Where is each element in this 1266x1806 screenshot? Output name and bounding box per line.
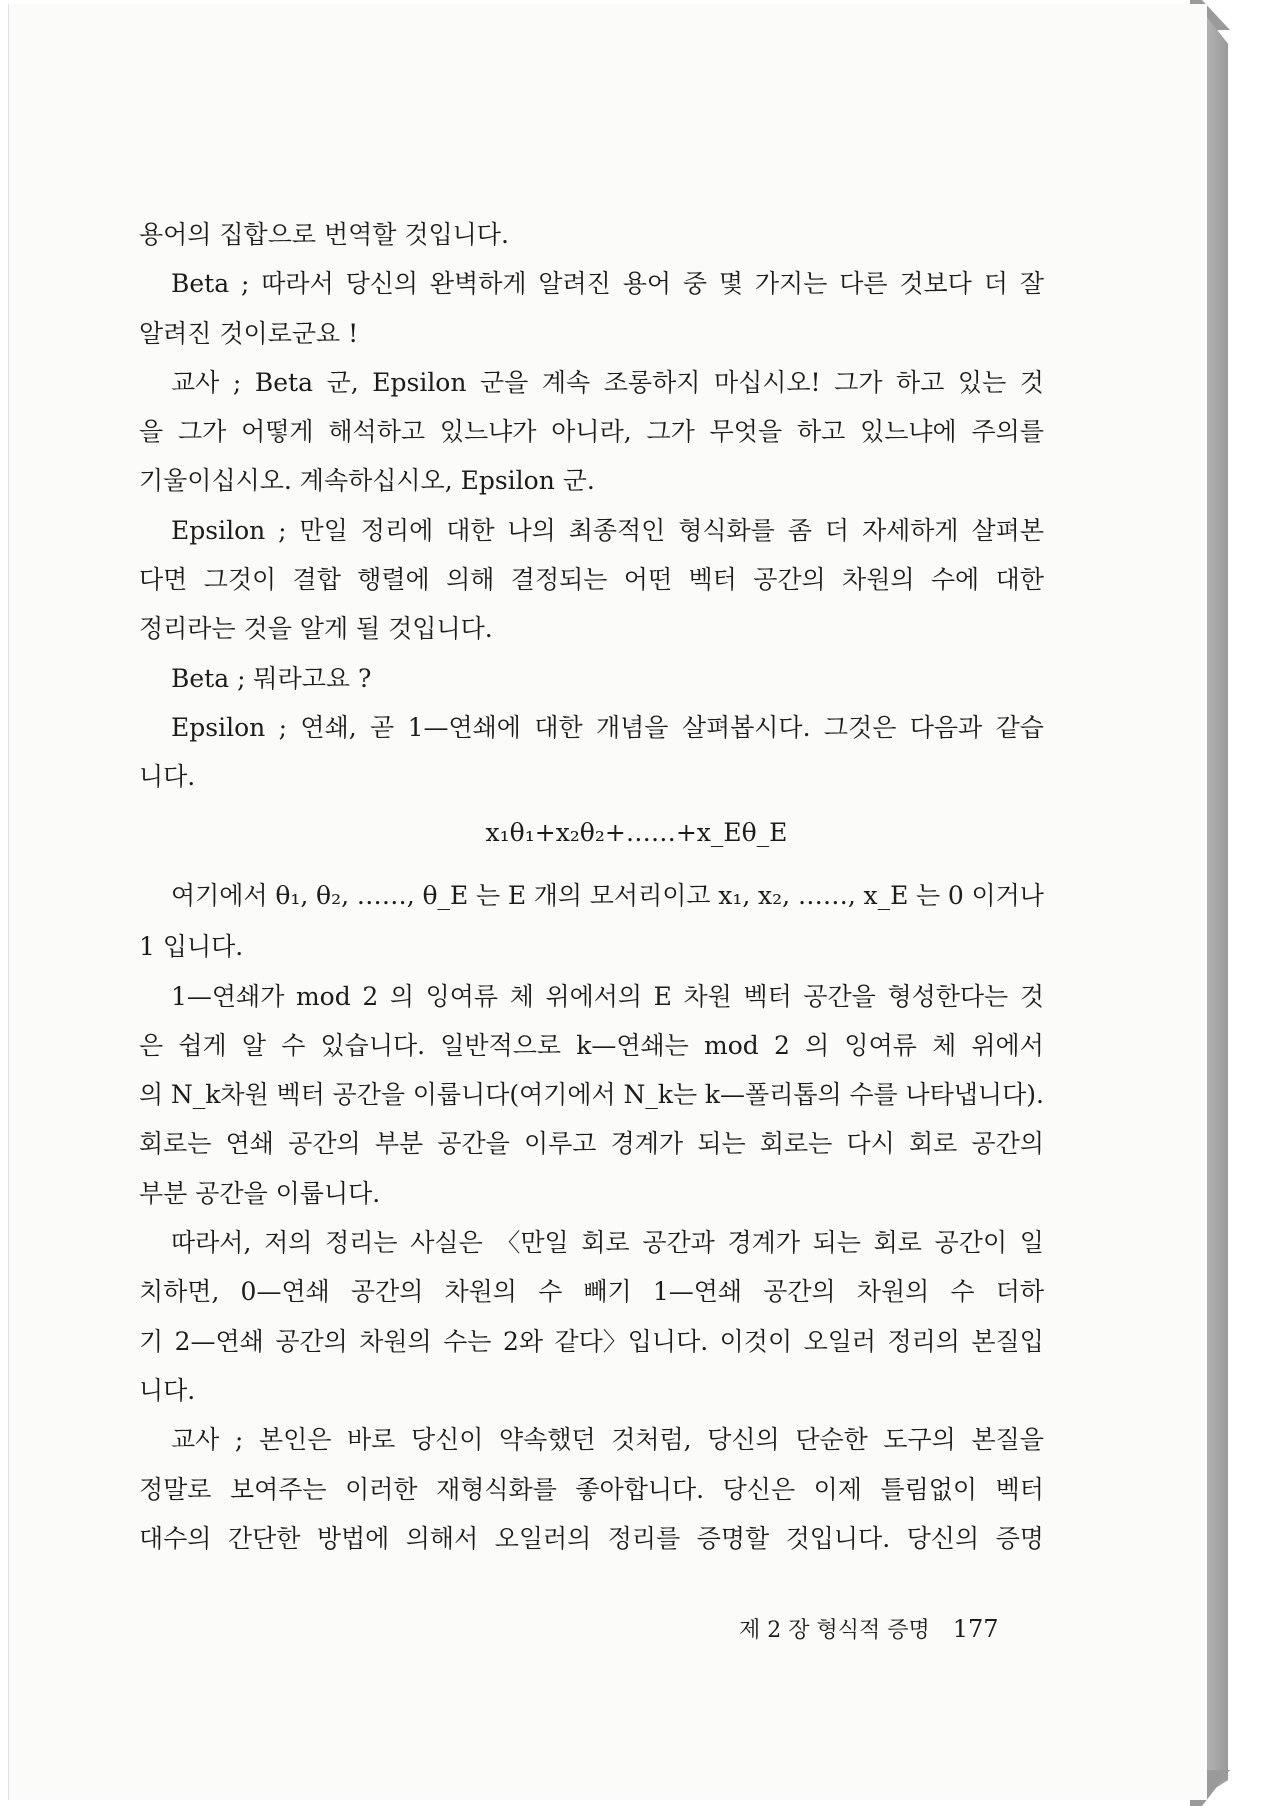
running-head: 제 2 장 형식적 증명: [739, 1618, 930, 1643]
text-line: 의 N_k차원 벡터 공간을 이룹니다(여기에서 N_k는 k—폴리톱의 수를 나타냅니다).: [139, 1080, 1044, 1110]
text-line: 용어의 집합으로 번역할 것입니다.: [139, 220, 509, 249]
text-line: 교사 ; 본인은 바로 당신이 약속했던 것처럼, 당신의 단순한 도구의 본질을: [171, 1425, 1044, 1455]
text-line: 부분 공간을 이룹니다.: [139, 1178, 381, 1208]
page-footer: [739, 1613, 999, 1644]
text-line: 다면 그것이 결합 행렬에 의해 결정되는 어떤 벡터 공간의 차원의 수에 대한: [139, 565, 1044, 595]
text-line: 여기에서 θ₁, θ₂, ……, θ_E 는 E 개의 모서리이고 x₁, x₂, ……, x_E 는 0 이거나: [171, 881, 1044, 911]
text-line: 1—연쇄가 mod 2 의 잉여류 체 위에서의 E 차원 벡터 공간을 형성한다는 것: [171, 981, 1044, 1011]
text-line: 따라서, 저의 정리는 사실은 〈만일 회로 공간과 경계가 되는 회로 공간이 일: [171, 1228, 1044, 1258]
text-line: Epsilon ; 만일 정리에 대한 나의 최종적인 형식화를 좀 더 자세하게 살펴본: [171, 515, 1044, 545]
text-line: 기 2—연쇄 공간의 차원의 수는 2와 같다〉입니다. 이것이 오일러 정리의 본질입: [139, 1326, 1044, 1356]
text-line: 알려진 것이로군요 !: [139, 318, 359, 348]
text-line: 대수의 간단한 방법에 의해서 오일러의 정리를 증명할 것입니다. 당신의 증명: [139, 1523, 1044, 1553]
text-line: Beta ; 뭐라고요 ?: [171, 663, 372, 693]
text-line: 니다.: [139, 1375, 196, 1405]
text-line: 1 입니다.: [139, 932, 244, 962]
text-line: 을 그가 어떻게 해석하고 있느냐가 아니라, 그가 무엇을 하고 있느냐에 주의를: [139, 417, 1044, 447]
text-line: 은 쉽게 알 수 있습니다. 일반적으로 k—연쇄는 mod 2 의 잉여류 체 위에서: [139, 1030, 1044, 1060]
text-line: 치하면, 0—연쇄 공간의 차원의 수 빼기 1—연쇄 공간의 차원의 수 더하: [139, 1277, 1044, 1307]
book-page: [8, 4, 1207, 1800]
text-line: 니다.: [139, 762, 196, 792]
text-line: 교사 ; Beta 군, Epsilon 군을 계속 조롱하지 마십시오! 그가 하고 있는 것: [171, 367, 1044, 397]
text-line: Epsilon ; 연쇄, 곧 1—연쇄에 대한 개념을 살펴봅시다. 그것은 다음과 같습: [171, 712, 1044, 742]
text-line: Beta ; 따라서 당신의 완벽하게 알려진 용어 중 몇 가지는 다른 것보다 더 잘: [171, 269, 1044, 299]
page-number: 177: [952, 1615, 999, 1643]
text-line: x₁θ₁+x₂θ₂+……+x_Eθ_E: [485, 818, 788, 848]
text-line: 기울이십시오. 계속하십시오, Epsilon 군.: [139, 466, 595, 496]
text-line: 회로는 연쇄 공간의 부분 공간을 이루고 경계가 되는 회로는 다시 회로 공간의: [139, 1129, 1044, 1159]
text-line: 정리라는 것을 알게 될 것입니다.: [139, 614, 493, 644]
body-text: [139, 210, 1044, 1563]
text-line: 정말로 보여주는 이러한 재형식화를 좋아합니다. 당신은 이제 틀림없이 벡터: [139, 1474, 1044, 1504]
